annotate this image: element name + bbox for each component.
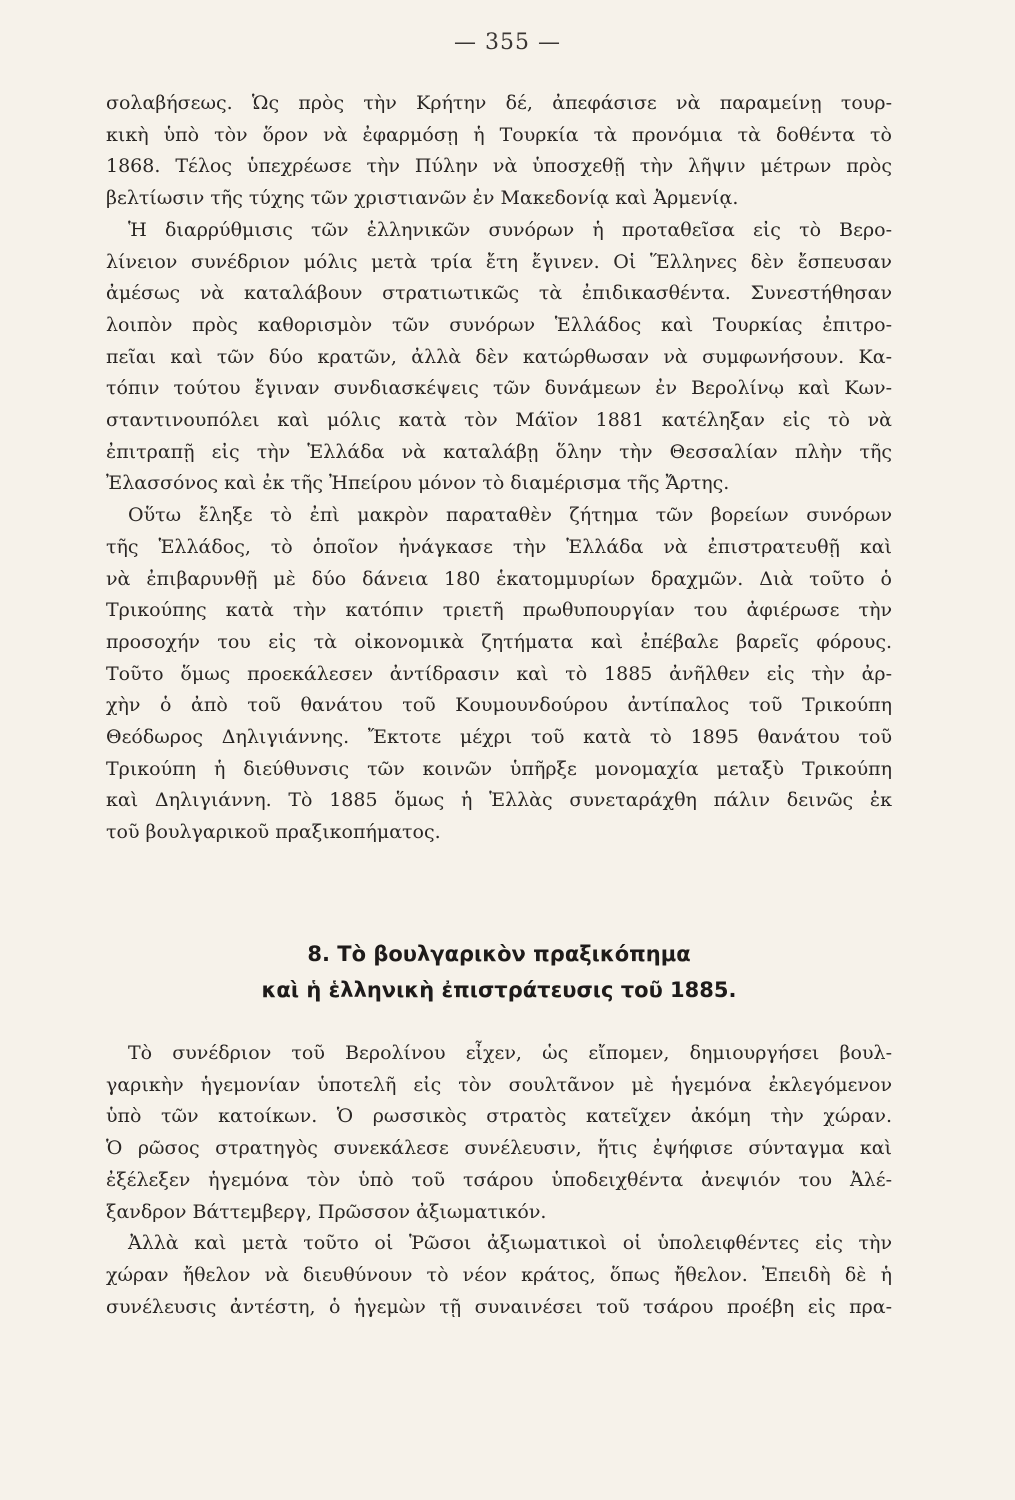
text-line: χώραν ἤθελον νὰ διευθύνουν τὸ νέον κράτος, ὅπως ἤθελον. Ἐπειδὴ δὲ ἡ <box>106 1263 892 1286</box>
text-line: ἀμέσως νὰ καταλάβουν στρατιωτικῶς τὰ ἐπιδικασθέντα. Συνεστήθησαν <box>106 282 892 305</box>
text-line: κικὴ ὑπὸ τὸν ὅρον νὰ ἐφαρμόσῃ ἡ Τουρκία τὰ προνόμια τὰ δοθέντα τὸ <box>106 123 892 146</box>
text-line: Τοῦτο ὅμως προεκάλεσεν ἀντίδρασιν καὶ τὸ 1885 ἀνῆλθεν εἰς τὴν ἀρ- <box>106 662 892 685</box>
page-number: — 355 — <box>454 30 561 55</box>
text-line: βελτίωσιν τῆς τύχης τῶν χριστιανῶν ἐν Μακεδονίᾳ καὶ Ἀρμενίᾳ. <box>106 187 739 210</box>
text-line: 1868. Τέλος ὑπεχρέωσε τὴν Πύλην νὰ ὑποσχεθῇ τὴν λῆψιν μέτρων πρὸς <box>106 155 892 178</box>
section-heading-line-1: 8. Τὸ βουλγαρικὸν πραξικόπημα <box>307 942 691 966</box>
text-line: Ἀλλὰ καὶ μετὰ τοῦτο οἱ Ῥῶσοι ἀξιωματικοὶ οἱ ὑπολειφθέντες εἰς τὴν <box>128 1232 892 1255</box>
text-line: Ὁ ρῶσος στρατηγὸς συνεκάλεσε συνέλευσιν, ἥτις ἐψήφισε σύνταγμα καὶ <box>106 1137 892 1160</box>
text-line: συνέλευσις ἀντέστη, ὁ ἡγεμὼν τῇ συναινέσει τοῦ τσάρου προέβη εἰς πρα- <box>106 1295 892 1318</box>
text-line: τῆς Ἑλλάδος, τὸ ὁποῖον ἠνάγκασε τὴν Ἑλλάδα νὰ ἐπιστρατευθῇ καὶ <box>106 535 892 558</box>
text-line: ἐξέλεξεν ἡγεμόνα τὸν ὑπὸ τοῦ τσάρου ὑποδειχθέντα ἀνεψιόν του Ἀλέ- <box>106 1168 892 1191</box>
body-text-block-1 <box>106 88 892 849</box>
text-line: Τρικούπης κατὰ τὴν κατόπιν τριετῆ πρωθυπουργίαν του ἀφιέρωσε τὴν <box>106 599 892 622</box>
text-line: λοιπὸν πρὸς καθορισμὸν τῶν συνόρων Ἑλλάδος καὶ Τουρκίας ἐπιτρο- <box>106 313 892 336</box>
text-line: Θεόδωρος Δηλιγιάννης. Ἔκτοτε μέχρι τοῦ κατὰ τὸ 1895 θανάτου τοῦ <box>106 726 892 749</box>
text-line: ὑπὸ τῶν κατοίκων. Ὁ ρωσσικὸς στρατὸς κατεῖχεν ἀκόμη τὴν χώραν. <box>106 1105 892 1128</box>
text-line: προσοχήν του εἰς τὰ οἰκονομικὰ ζητήματα καὶ ἐπέβαλε βαρεῖς φόρους. <box>106 630 892 653</box>
text-line: καὶ Δηλιγιάννη. Τὸ 1885 ὅμως ἡ Ἑλλὰς συνεταράχθη πάλιν δεινῶς ἐκ <box>106 789 892 812</box>
text-line: πεῖαι καὶ τῶν δύο κρατῶν, ἀλλὰ δὲν κατώρθωσαν νὰ συμφωνήσουν. Κα- <box>106 345 892 368</box>
text-line: ξανδρον Βάττεμβεργ, Πρῶσσον ἀξιωματικόν. <box>106 1200 547 1223</box>
text-line: γαρικὴν ἡγεμονίαν ὑποτελῆ εἰς τὸν σουλτᾶνον μὲ ἡγεμόνα ἐκλεγόμενον <box>106 1073 892 1096</box>
section-heading-line-2: καὶ ἡ ἑλληνικὴ ἐπιστράτευσις τοῦ 1885. <box>261 978 737 1002</box>
text-line: ἐπιτραπῇ εἰς τὴν Ἑλλάδα νὰ καταλάβῃ ὅλην τὴν Θεσσαλίαν πλὴν τῆς <box>106 440 892 463</box>
text-line: Ἐλασσόνος καὶ ἐκ τῆς Ἠπείρου μόνον τὸ διαμέρισμα τῆς Ἄρτης. <box>106 472 730 495</box>
text-line: σταντινουπόλει καὶ μόλις κατὰ τὸν Μάϊον 1881 κατέληξαν εἰς τὸ νὰ <box>106 409 892 432</box>
text-line: Οὕτω ἔληξε τὸ ἐπὶ μακρὸν παραταθὲν ζήτημα τῶν βορείων συνόρων <box>128 504 892 527</box>
text-line: Ἡ διαρρύθμισις τῶν ἑλληνικῶν συνόρων ἡ προταθεῖσα εἰς τὸ Βερο- <box>128 218 892 241</box>
text-line: νὰ ἐπιβαρυνθῇ μὲ δύο δάνεια 180 ἑκατομμυρίων δραχμῶν. Διὰ τοῦτο ὁ <box>106 567 892 590</box>
section-heading <box>106 936 892 1008</box>
text-line: Τὸ συνέδριον τοῦ Βερολίνου εἶχεν, ὡς εἴπομεν, δημιουργήσει βουλ- <box>128 1042 892 1064</box>
text-line: σολαβήσεως. Ὡς πρὸς τὴν Κρήτην δέ, ἀπεφάσισε νὰ παραμείνῃ τουρ- <box>106 92 892 114</box>
text-line: τοῦ βουλγαρικοῦ πραξικοπήματος. <box>106 821 441 844</box>
text-line: λίνειον συνέδριον μόλις μετὰ τρία ἔτη ἔγινεν. Οἱ Ἕλληνες δὲν ἔσπευσαν <box>106 250 892 273</box>
body-text-block-2 <box>106 1038 892 1323</box>
text-line: Τρικούπη ἡ διεύθυνσις τῶν κοινῶν ὑπῆρξε μονομαχία μεταξὺ Τρικούπη <box>106 757 892 780</box>
text-line: τόπιν τούτου ἔγιναν συνδιασκέψεις τῶν δυνάμεων ἐν Βερολίνῳ καὶ Κων- <box>106 377 892 400</box>
text-line: χὴν ὁ ἀπὸ τοῦ θανάτου τοῦ Κουμουνδούρου ἀντίπαλος τοῦ Τρικούπη <box>106 694 892 717</box>
